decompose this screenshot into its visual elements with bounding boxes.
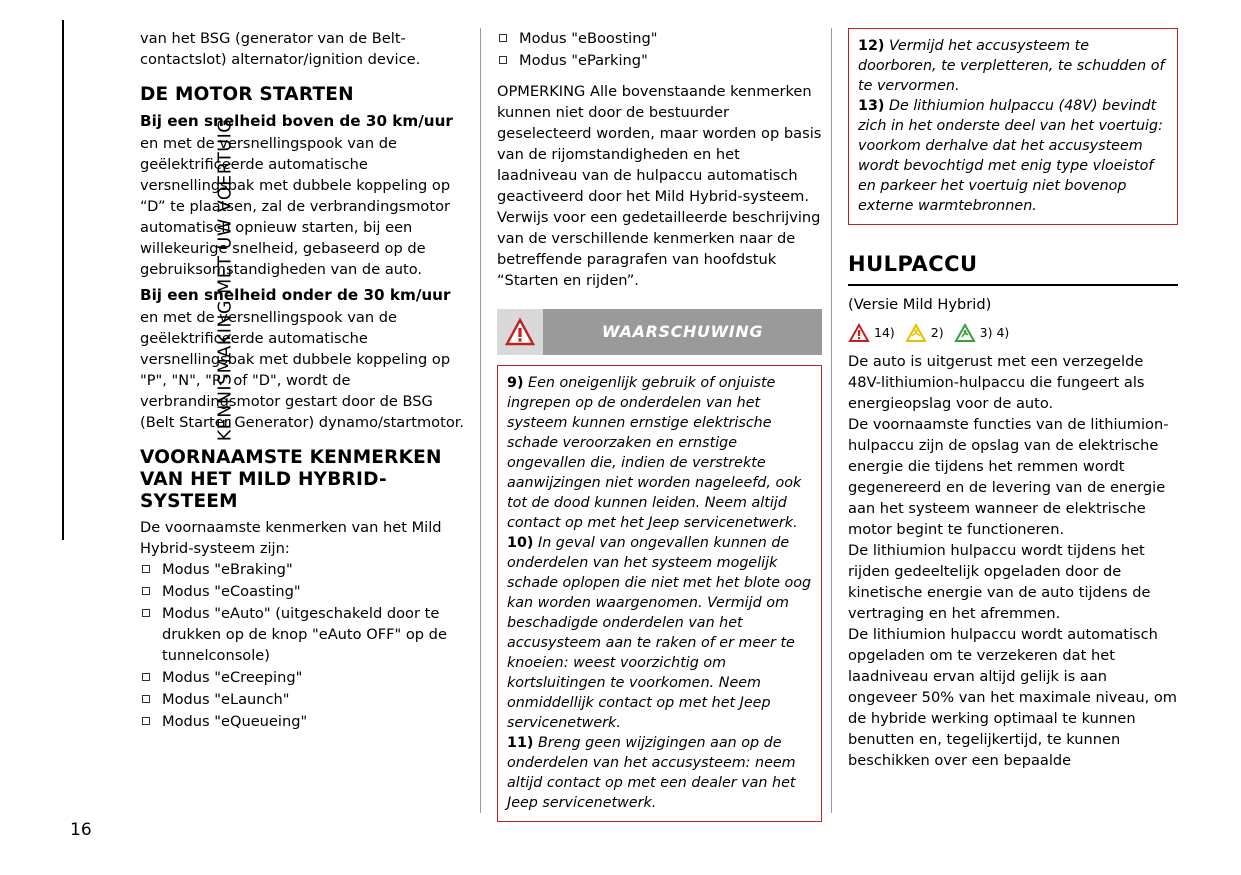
intro-paragraph: van het BSG (generator van de Belt-contactslot) alternator/ignition device. — [140, 30, 421, 68]
list-item — [140, 689, 470, 710]
square-bullet-icon — [499, 56, 507, 64]
warning-note-text: Een oneigenlijk gebruik of onjuiste ingrepen op de onderdelen van het systeem kunnen ernstige elektrische schade veroorzaken en ernstige ongevallen die, indien de verstrekte aanwijzingen niet worden nageleefd, ook tot de dood kunnen leiden. Neem altijd contact op met het Jeep servicenetwerk. — [507, 375, 802, 532]
list-item — [497, 28, 822, 49]
warning-note — [507, 373, 812, 533]
symbol-ref-3-4: 3) 4) — [979, 325, 1010, 341]
symbol-ref-2: 2) — [930, 325, 944, 341]
warning-triangle-yellow-icon — [905, 323, 927, 343]
paragraph-kenmerken-intro: De voornaamste kenmerken van het Mild Hybrid-systeem zijn: — [140, 519, 442, 558]
warning-note-text: Vermijd het accusysteem te doorboren, te verpletteren, te schudden of te vervormen. — [858, 38, 1165, 95]
list-item-label: Modus "eParking" — [519, 52, 648, 69]
warning-banner-label: WAARSCHUWING — [601, 322, 764, 342]
heading-voornaamste-kenmerken: VOORNAAMSTE KENMERKEN VAN HET MILD HYBRID-SYSTEEM — [140, 446, 442, 513]
warning-triangle-red-icon — [848, 323, 870, 343]
note-paragraph: OPMERKING Alle bovenstaande kenmerken kunnen niet door de bestuurder geselecteerd worden, maar worden op basis van de rijomstandigheden en het laadniveau van de hulpaccu automatisch geactiveerd door het Mild Hybrid-systeem. Verwijs voor een gedetailleerde beschrijving van de verschillende kenmerken naar de betreffende paragrafen van hoofdstuk “Starten en rijden”. — [497, 83, 822, 289]
version-label: (Versie Mild Hybrid) — [848, 296, 992, 314]
column-divider-1 — [480, 28, 481, 813]
warning-note-box-column-3 — [848, 28, 1178, 225]
warning-triangle-icon — [505, 317, 535, 347]
mode-list-column-1 — [140, 559, 470, 732]
hulpaccu-paragraph-1: De auto is uitgerust met een verzegelde 48V-lithiumion-hulpaccu die fungeert als energieopslag voor de auto. — [848, 353, 1145, 413]
warning-icon-box — [497, 309, 543, 355]
heading-hulpaccu: HULPACCU — [848, 252, 978, 277]
square-bullet-icon — [142, 565, 150, 573]
column-3 — [848, 28, 1178, 771]
hulpaccu-paragraph-4: De lithiumion hulpaccu wordt automatisch opgeladen om te verzekeren dat het laadniveau ervan altijd gelijk is aan ongeveer 50% van het maximale niveau, om de hybride werking optimaal te kunnen benutten en, tegelijkertijd, te kunnen beschikken over een bepaalde — [848, 626, 1178, 770]
warning-note-number: 12) — [858, 38, 885, 54]
list-item-label: Modus "eLaunch" — [162, 691, 290, 709]
list-item — [140, 667, 470, 688]
list-item — [497, 50, 822, 71]
warning-note — [507, 533, 812, 733]
square-bullet-icon — [142, 609, 150, 617]
warning-banner — [497, 309, 822, 355]
warning-note-number: 10) — [507, 535, 534, 552]
warning-note-number: 11) — [507, 735, 534, 752]
warning-note-text: Breng geen wijzigingen aan op de onderdelen van het accusysteem: neem altijd contact op met een dealer van het Jeep servicenetwerk. — [507, 735, 796, 812]
hulpaccu-paragraph-3: De lithiumion hulpaccu wordt tijdens het rijden gedeeltelijk opgeladen door de kinetische energie van de auto tijdens de vertraging en het afremmen. — [848, 542, 1151, 623]
warning-note — [858, 96, 1168, 216]
list-item-label: Modus "eQueueing" — [162, 713, 308, 731]
heading-de-motor-starten: DE MOTOR STARTEN — [140, 84, 354, 105]
list-item-label: Modus "eBoosting" — [519, 30, 658, 47]
list-item — [140, 711, 470, 732]
square-bullet-icon — [142, 587, 150, 595]
chapter-tab — [62, 20, 236, 540]
symbol-reference-row — [848, 323, 1178, 343]
paragraph-onder-30: en met de versnellingspook van de geëlektrificeerde automatische versnellingsbak met dubbele koppeling op "P", "N", "R" of "D", wordt de verbrandingsmotor gestart door de BSG (Belt Starter Generator) dynamo/startmotor. — [140, 308, 465, 431]
warning-note-text: De lithiumion hulpaccu (48V) bevindt zich in het onderste deel van het voertuig: voorkom derhalve dat het accusysteem wordt bevochtigd met enig type vloeistof en parkeer het voertuig niet bovenop externe warmtebronnen. — [858, 98, 1163, 215]
symbol-ref-14: 14) — [874, 325, 895, 341]
column-1 — [140, 28, 470, 733]
square-bullet-icon — [499, 34, 507, 42]
list-item-label: Modus "eCoasting" — [162, 583, 301, 601]
page-number: 16 — [70, 820, 92, 840]
list-item-label: Modus "eAuto" (uitgeschakeld door te drukken op de knop "eAuto OFF" op de tunnelconsole) — [162, 605, 447, 665]
hulpaccu-paragraph-2: De voornaamste functies van de lithiumion-hulpaccu zijn de opslag van de elektrische energie die tijdens het remmen wordt gegenereerd en de levering van de energie aan het systeem wanneer de elektrische motor begint te functioneren. — [848, 416, 1169, 539]
column-divider-2 — [831, 28, 832, 813]
list-item-label: Modus "eBraking" — [162, 561, 293, 579]
heading-rule — [848, 284, 1178, 286]
list-item — [140, 559, 470, 580]
warning-note — [507, 733, 812, 813]
warning-note-text: In geval van ongevallen kunnen de onderdelen van het systeem mogelijk schade oplopen die niet met het blote oog kan worden waargenomen. Vermijd om beschadigde onderdelen van het accusysteem aan te raken of er meer te knoeien: weest voorzichtig om kortsluitingen te voorkomen. Neem onmiddellijk contact op met het Jeep servicenetwerk. — [507, 535, 812, 732]
paragraph-boven-30: en met de versnellingspook van de geëlektrificeerde automatische versnellingsbak met dubbele koppeling op “D” te plaatsen, zal de verbrandingsmotor automatisch opnieuw starten, bij een willekeurige snelheid, gebaseerd op de gebruiksomstandigheden van de auto. — [140, 134, 451, 278]
mode-list-column-2 — [497, 28, 822, 71]
square-bullet-icon — [142, 673, 150, 681]
column-2 — [497, 28, 822, 822]
list-item — [140, 581, 470, 602]
warning-note-number: 9) — [507, 375, 524, 391]
warning-note — [858, 36, 1168, 96]
subheading-boven-30: Bij een snelheid boven de 30 km/uur — [140, 112, 453, 131]
warning-note-number: 13) — [858, 98, 885, 115]
chapter-tab-label: KENNISMAKING MET UW VOERTUIG — [215, 118, 236, 442]
warning-triangle-green-icon — [954, 323, 976, 343]
square-bullet-icon — [142, 717, 150, 725]
subheading-onder-30: Bij een snelheid onder de 30 km/uur — [140, 285, 451, 304]
list-item-label: Modus "eCreeping" — [162, 669, 303, 687]
warning-note-box-column-2 — [497, 365, 822, 822]
square-bullet-icon — [142, 695, 150, 703]
list-item — [140, 603, 470, 666]
